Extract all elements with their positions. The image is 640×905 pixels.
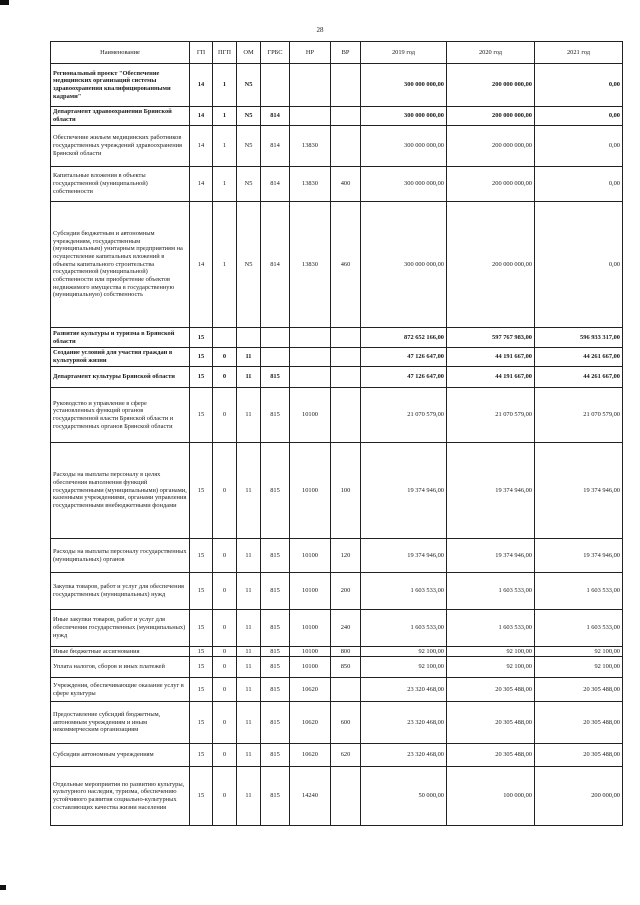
cell-nr: 14240 — [290, 767, 331, 826]
table-row — [51, 647, 623, 657]
cell-gp: 15 — [190, 328, 213, 348]
cell-name: Департамент культуры Брянской области — [51, 367, 190, 388]
cell-name: Субсидии бюджетным и автономным учреждениям, государственным (муниципальным) унитарным предприятиям на осуществление капитальных вложений в объекты капитального строительства государственной (муниципальной) собственности или приобретение объектов недвижимого имущества в государственную (муниципальную) собственность — [51, 202, 190, 328]
cell-year-2020: 597 767 983,00 — [447, 328, 535, 348]
cell-gp: 15 — [190, 573, 213, 610]
cell-nr: 10100 — [290, 539, 331, 573]
cell-pgp: 0 — [213, 443, 237, 539]
cell-om: 11 — [237, 744, 261, 767]
cell-year-2019: 19 374 946,00 — [361, 539, 447, 573]
table-row — [51, 202, 623, 328]
cell-name: Иные закупки товаров, работ и услуг для обеспечения государственных (муниципальных) нужд — [51, 610, 190, 647]
header-2019: 2019 год — [361, 42, 447, 64]
cell-nr: 10100 — [290, 610, 331, 647]
cell-nr: 13830 — [290, 202, 331, 328]
cell-nr — [290, 328, 331, 348]
cell-grbs — [261, 64, 290, 107]
cell-year-2019: 23 320 468,00 — [361, 678, 447, 702]
cell-year-2020: 92 100,00 — [447, 647, 535, 657]
cell-vr — [331, 64, 361, 107]
cell-pgp: 0 — [213, 702, 237, 744]
cell-vr — [331, 348, 361, 367]
cell-year-2020: 20 305 488,00 — [447, 678, 535, 702]
table-row — [51, 107, 623, 126]
header-gp: ГП — [190, 42, 213, 64]
table-header-row — [51, 42, 623, 64]
cell-year-2020: 20 305 488,00 — [447, 702, 535, 744]
cell-nr: 13830 — [290, 126, 331, 167]
cell-pgp: 0 — [213, 657, 237, 678]
cell-gp: 15 — [190, 744, 213, 767]
cell-gp: 15 — [190, 678, 213, 702]
cell-name: Субсидии автономным учреждениям — [51, 744, 190, 767]
table-row — [51, 744, 623, 767]
cell-gp: 15 — [190, 647, 213, 657]
cell-nr — [290, 64, 331, 107]
cell-gp: 14 — [190, 126, 213, 167]
cell-year-2021: 200 000,00 — [535, 767, 623, 826]
cell-year-2021: 19 374 946,00 — [535, 443, 623, 539]
cell-om: 11 — [237, 348, 261, 367]
cell-name: Закупка товаров, работ и услуг для обеспечения государственных (муниципальных) нужд — [51, 573, 190, 610]
cell-vr — [331, 367, 361, 388]
cell-om: 11 — [237, 657, 261, 678]
cell-gp: 15 — [190, 443, 213, 539]
cell-name: Капитальные вложения в объекты государственной (муниципальной) собственности — [51, 167, 190, 202]
cell-grbs: 814 — [261, 126, 290, 167]
table-row — [51, 328, 623, 348]
cell-name: Развитие культуры и туризма в Брянской области — [51, 328, 190, 348]
header-grbs: ГРБС — [261, 42, 290, 64]
cell-name: Отдельные мероприятия по развитию культуры, культурного наследия, туризма, обеспечению устойчивого развития социально-культурных составляющих качества жизни населения — [51, 767, 190, 826]
cell-year-2021: 1 603 533,00 — [535, 610, 623, 647]
cell-om: 11 — [237, 367, 261, 388]
cell-name: Расходы на выплаты персоналу государственных (муниципальных) органов — [51, 539, 190, 573]
cell-year-2019: 1 603 533,00 — [361, 573, 447, 610]
cell-vr: 800 — [331, 647, 361, 657]
cell-om: 11 — [237, 678, 261, 702]
table-row — [51, 767, 623, 826]
cell-year-2021: 596 933 317,00 — [535, 328, 623, 348]
header-vr: ВР — [331, 42, 361, 64]
cell-vr: 850 — [331, 657, 361, 678]
cell-om: N5 — [237, 202, 261, 328]
cell-om: 11 — [237, 610, 261, 647]
cell-pgp: 0 — [213, 767, 237, 826]
scan-corner-mark — [0, 0, 9, 5]
cell-om: N5 — [237, 167, 261, 202]
header-pgp: ПГП — [213, 42, 237, 64]
cell-year-2020: 200 000 000,00 — [447, 126, 535, 167]
cell-gp: 14 — [190, 107, 213, 126]
cell-gp: 14 — [190, 202, 213, 328]
cell-grbs: 814 — [261, 167, 290, 202]
cell-year-2020: 92 100,00 — [447, 657, 535, 678]
cell-vr — [331, 767, 361, 826]
cell-year-2021: 0,00 — [535, 126, 623, 167]
cell-grbs: 815 — [261, 657, 290, 678]
table-body — [51, 64, 623, 826]
budget-table — [50, 41, 623, 826]
cell-om: N5 — [237, 107, 261, 126]
cell-nr: 10620 — [290, 744, 331, 767]
header-2020: 2020 год — [447, 42, 535, 64]
cell-vr: 600 — [331, 702, 361, 744]
cell-year-2020: 44 191 667,00 — [447, 348, 535, 367]
cell-pgp: 0 — [213, 647, 237, 657]
cell-year-2020: 200 000 000,00 — [447, 167, 535, 202]
cell-pgp: 1 — [213, 167, 237, 202]
cell-year-2020: 20 305 488,00 — [447, 744, 535, 767]
cell-om: 11 — [237, 388, 261, 443]
cell-gp: 15 — [190, 767, 213, 826]
cell-year-2021: 44 261 667,00 — [535, 348, 623, 367]
cell-year-2021: 44 261 667,00 — [535, 367, 623, 388]
cell-pgp: 1 — [213, 202, 237, 328]
table-row — [51, 367, 623, 388]
cell-name: Предоставление субсидий бюджетным, автономным учреждениям и иным некоммерческим организациям — [51, 702, 190, 744]
table-row — [51, 348, 623, 367]
cell-grbs: 815 — [261, 678, 290, 702]
cell-name: Создание условий для участия граждан в культурной жизни — [51, 348, 190, 367]
cell-year-2021: 0,00 — [535, 202, 623, 328]
cell-year-2019: 47 126 647,00 — [361, 348, 447, 367]
cell-nr: 13830 — [290, 167, 331, 202]
cell-year-2019: 92 100,00 — [361, 647, 447, 657]
table-row — [51, 388, 623, 443]
cell-pgp: 0 — [213, 367, 237, 388]
cell-year-2021: 0,00 — [535, 167, 623, 202]
cell-year-2019: 50 000,00 — [361, 767, 447, 826]
scan-edge-mark — [0, 885, 6, 890]
cell-gp: 15 — [190, 539, 213, 573]
cell-grbs: 814 — [261, 107, 290, 126]
cell-name: Расходы на выплаты персоналу в целях обеспечения выполнения функций государственными (муниципальными) органами, казенными учреждениями, органами управления государственными внебюджетными фондами — [51, 443, 190, 539]
cell-year-2019: 21 070 579,00 — [361, 388, 447, 443]
cell-grbs: 815 — [261, 647, 290, 657]
cell-om: 11 — [237, 702, 261, 744]
cell-nr — [290, 107, 331, 126]
cell-om: N5 — [237, 64, 261, 107]
cell-pgp: 0 — [213, 678, 237, 702]
cell-grbs: 815 — [261, 539, 290, 573]
cell-name: Учреждения, обеспечивающие оказание услуг в сфере культуры — [51, 678, 190, 702]
cell-year-2019: 23 320 468,00 — [361, 702, 447, 744]
cell-year-2019: 300 000 000,00 — [361, 64, 447, 107]
cell-year-2020: 1 603 533,00 — [447, 610, 535, 647]
table-row — [51, 702, 623, 744]
cell-gp: 15 — [190, 367, 213, 388]
cell-year-2020: 100 000,00 — [447, 767, 535, 826]
cell-om: 11 — [237, 443, 261, 539]
cell-grbs: 815 — [261, 610, 290, 647]
cell-name: Региональный проект "Обеспечение медицинских организаций системы здравоохранения квалифицированными кадрами" — [51, 64, 190, 107]
cell-pgp: 0 — [213, 573, 237, 610]
cell-year-2020: 200 000 000,00 — [447, 107, 535, 126]
cell-year-2019: 1 603 533,00 — [361, 610, 447, 647]
cell-pgp: 1 — [213, 64, 237, 107]
cell-year-2019: 872 652 166,00 — [361, 328, 447, 348]
cell-gp: 14 — [190, 64, 213, 107]
cell-om: 11 — [237, 767, 261, 826]
cell-year-2019: 300 000 000,00 — [361, 126, 447, 167]
cell-vr: 240 — [331, 610, 361, 647]
cell-year-2020: 200 000 000,00 — [447, 64, 535, 107]
table-row — [51, 610, 623, 647]
cell-grbs: 815 — [261, 702, 290, 744]
cell-name: Департамент здравоохранения Брянской области — [51, 107, 190, 126]
cell-year-2021: 92 100,00 — [535, 647, 623, 657]
cell-year-2021: 19 374 946,00 — [535, 539, 623, 573]
cell-year-2019: 300 000 000,00 — [361, 202, 447, 328]
cell-year-2020: 1 603 533,00 — [447, 573, 535, 610]
cell-year-2019: 300 000 000,00 — [361, 167, 447, 202]
cell-name: Уплата налогов, сборов и иных платежей — [51, 657, 190, 678]
cell-year-2021: 0,00 — [535, 64, 623, 107]
header-nr: НР — [290, 42, 331, 64]
cell-grbs — [261, 348, 290, 367]
cell-vr: 400 — [331, 167, 361, 202]
cell-nr: 10620 — [290, 702, 331, 744]
cell-year-2021: 20 305 488,00 — [535, 678, 623, 702]
header-name: Наименование — [51, 42, 190, 64]
table-row — [51, 678, 623, 702]
cell-name: Руководство и управление в сфере установленных функций органов государственной власти Брянской области и государственных органов Брянской области — [51, 388, 190, 443]
cell-year-2019: 23 320 468,00 — [361, 744, 447, 767]
table-row — [51, 167, 623, 202]
cell-nr: 10100 — [290, 657, 331, 678]
cell-year-2020: 19 374 946,00 — [447, 443, 535, 539]
table-row — [51, 64, 623, 107]
cell-grbs: 815 — [261, 767, 290, 826]
cell-nr — [290, 348, 331, 367]
cell-year-2020: 19 374 946,00 — [447, 539, 535, 573]
cell-pgp: 0 — [213, 539, 237, 573]
cell-name: Иные бюджетные ассигнования — [51, 647, 190, 657]
cell-gp: 15 — [190, 348, 213, 367]
cell-year-2021: 21 070 579,00 — [535, 388, 623, 443]
table-row — [51, 539, 623, 573]
cell-gp: 15 — [190, 610, 213, 647]
cell-nr: 10620 — [290, 678, 331, 702]
cell-gp: 15 — [190, 702, 213, 744]
cell-name: Обеспечение жильем медицинских работников государственных учреждений здравоохранения Брянской области — [51, 126, 190, 167]
cell-om: 11 — [237, 539, 261, 573]
header-om: ОМ — [237, 42, 261, 64]
cell-om: 11 — [237, 647, 261, 657]
cell-nr: 10100 — [290, 443, 331, 539]
cell-nr — [290, 367, 331, 388]
cell-grbs: 815 — [261, 388, 290, 443]
cell-year-2019: 300 000 000,00 — [361, 107, 447, 126]
cell-grbs: 815 — [261, 367, 290, 388]
cell-om — [237, 328, 261, 348]
cell-grbs: 814 — [261, 202, 290, 328]
cell-pgp: 1 — [213, 126, 237, 167]
header-2021: 2021 год — [535, 42, 623, 64]
cell-vr — [331, 328, 361, 348]
table-row — [51, 657, 623, 678]
cell-year-2020: 21 070 579,00 — [447, 388, 535, 443]
cell-vr: 460 — [331, 202, 361, 328]
cell-nr: 10100 — [290, 647, 331, 657]
cell-year-2021: 20 305 488,00 — [535, 744, 623, 767]
cell-pgp: 1 — [213, 107, 237, 126]
cell-year-2020: 44 191 667,00 — [447, 367, 535, 388]
cell-year-2020: 200 000 000,00 — [447, 202, 535, 328]
cell-gp: 15 — [190, 388, 213, 443]
table-row — [51, 573, 623, 610]
cell-gp: 14 — [190, 167, 213, 202]
cell-vr: 200 — [331, 573, 361, 610]
cell-vr: 120 — [331, 539, 361, 573]
cell-gp: 15 — [190, 657, 213, 678]
table-row — [51, 443, 623, 539]
cell-grbs — [261, 328, 290, 348]
cell-vr — [331, 107, 361, 126]
cell-year-2021: 0,00 — [535, 107, 623, 126]
cell-nr: 10100 — [290, 573, 331, 610]
cell-pgp: 0 — [213, 348, 237, 367]
page-number: 28 — [316, 26, 324, 34]
cell-grbs: 815 — [261, 443, 290, 539]
cell-pgp: 0 — [213, 388, 237, 443]
cell-om: N5 — [237, 126, 261, 167]
cell-year-2019: 92 100,00 — [361, 657, 447, 678]
cell-vr: 620 — [331, 744, 361, 767]
table-row — [51, 126, 623, 167]
cell-year-2021: 92 100,00 — [535, 657, 623, 678]
cell-grbs: 815 — [261, 744, 290, 767]
cell-pgp: 0 — [213, 744, 237, 767]
cell-om: 11 — [237, 573, 261, 610]
cell-pgp — [213, 328, 237, 348]
cell-vr — [331, 126, 361, 167]
cell-vr: 100 — [331, 443, 361, 539]
cell-pgp: 0 — [213, 610, 237, 647]
cell-nr: 10100 — [290, 388, 331, 443]
cell-grbs: 815 — [261, 573, 290, 610]
cell-vr — [331, 678, 361, 702]
cell-year-2019: 47 126 647,00 — [361, 367, 447, 388]
cell-year-2019: 19 374 946,00 — [361, 443, 447, 539]
cell-vr — [331, 388, 361, 443]
cell-year-2021: 20 305 488,00 — [535, 702, 623, 744]
cell-year-2021: 1 603 533,00 — [535, 573, 623, 610]
